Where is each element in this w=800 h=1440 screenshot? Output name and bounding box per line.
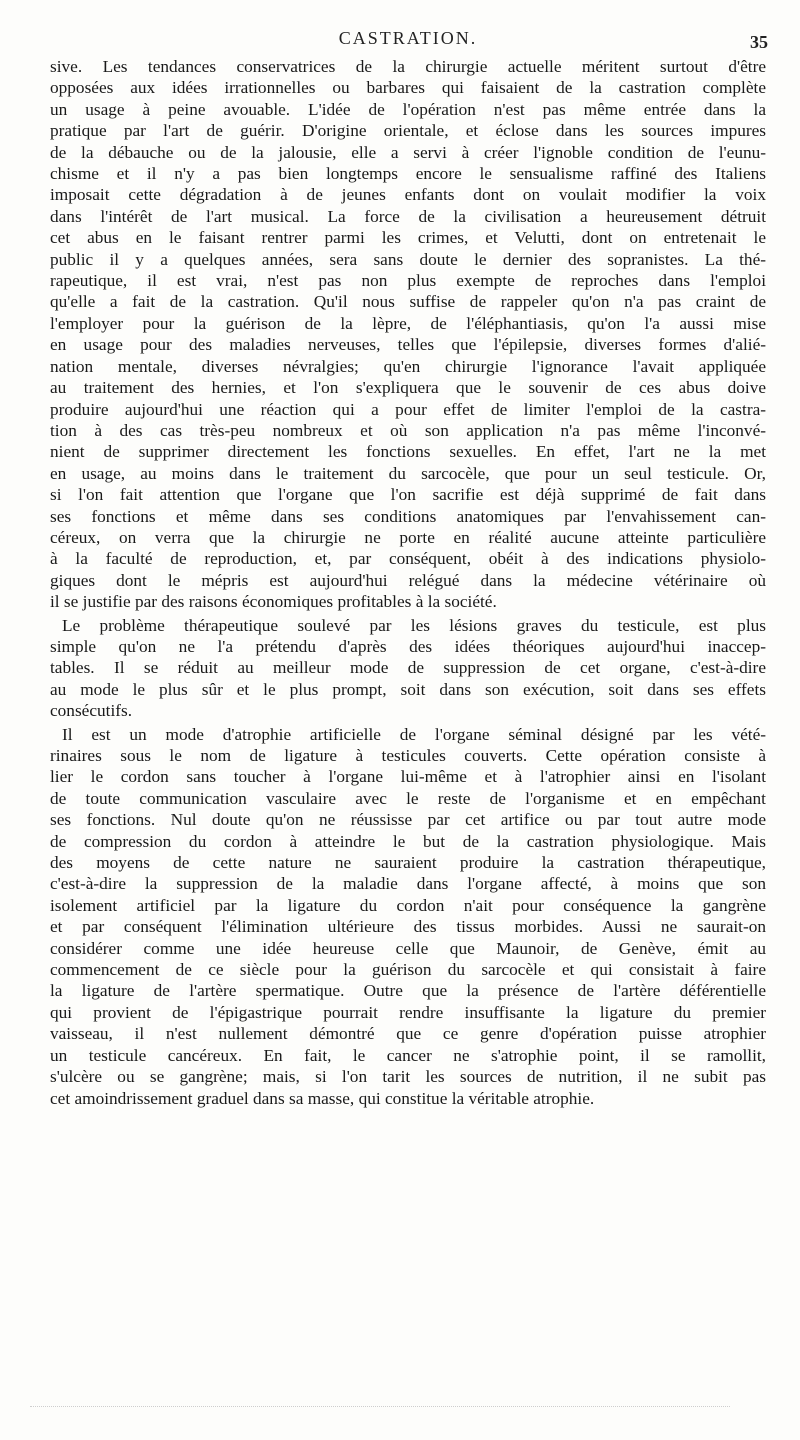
text-line: au mode le plus sûr et le plus prompt, soit dans son exécution, soit dans ses effets xyxy=(50,679,766,699)
text-line: la ligature de l'artère spermatique. Outre que la présence de l'artère déférentielle xyxy=(50,981,766,1001)
text-line: pratique par l'art de guérir. D'origine orientale, et éclose dans les sources impures xyxy=(50,121,766,141)
paragraph-therapeutic-problem xyxy=(50,615,766,722)
text-line: cet abus en le faisant rentrer parmi les crimes, et Velutti, dont on entretenait le xyxy=(50,228,766,248)
text-line: ses fonctions. Nul doute qu'on ne réussisse par cet artifice ou par tout autre mode xyxy=(50,810,766,830)
text-line: de compression du cordon à atteindre le but de la castration physiologique. Mais xyxy=(50,831,766,851)
text-line: lier le cordon sans toucher à l'organe lui-même et à l'atrophier ainsi en l'isolant xyxy=(50,767,766,787)
text-line: tion à des cas très-peu nombreux et où son application n'a pas même l'inconvé- xyxy=(50,420,766,440)
text-line: ses fonctions et même dans ses conditions anatomiques par l'envahissement can- xyxy=(50,506,766,526)
text-line: opposées aux idées irrationnelles ou barbares qui faisaient de la castration complète xyxy=(50,78,766,98)
text-line: commencement de ce siècle pour la guérison du sarcocèle et qui consistait à faire xyxy=(50,960,766,980)
text-line: un usage à peine avouable. L'idée de l'opération n'est pas même entrée dans la xyxy=(50,99,766,119)
text-line: nient de supprimer directement les fonctions sexuelles. En effet, l'art ne la met xyxy=(50,442,766,462)
body-text xyxy=(50,56,766,1109)
text-line: public il y a quelques années, sera sans doute le dernier des sopranistes. La thé- xyxy=(50,249,766,269)
text-line: rapeutique, il est vrai, n'est pas non plus exempte de reproches dans l'emploi xyxy=(50,271,766,291)
text-line: sive. Les tendances conservatrices de la chirurgie actuelle méritent surtout d'être xyxy=(50,57,766,76)
text-line: produire aujourd'hui une réaction qui a pour effet de limiter l'emploi de la castra- xyxy=(50,399,766,419)
text-line: chisme et il n'y a pas bien longtemps encore le sensualisme raffiné des Italiens xyxy=(50,164,766,184)
text-line: en usage, au moins dans le traitement du sarcocèle, que pour un seul testicule. Or, xyxy=(50,463,766,483)
text-line: consécutifs. xyxy=(50,701,133,721)
paragraph-artificial-atrophy xyxy=(50,724,766,1109)
text-line: si l'on fait attention que l'organe que l'on sacrifie est déjà supprimé de fait dans xyxy=(50,485,766,505)
text-line: qu'elle a fait de la castration. Qu'il nous suffise de rappeler qu'on n'a pas craint de xyxy=(50,292,766,312)
text-line: au traitement des hernies, et l'on s'expliquera que le souvenir de ces abus doive xyxy=(50,378,766,398)
text-line: Le problème thérapeutique soulevé par les lésions graves du testicule, est plus xyxy=(62,615,766,635)
text-line: de toute communication vasculaire avec le reste de l'organisme et en empêchant xyxy=(50,788,766,808)
text-line: s'ulcère ou se gangrène; mais, si l'on tarit les sources de nutrition, il ne subit pas xyxy=(50,1067,766,1087)
page-number: 35 xyxy=(750,32,768,52)
paragraph-castration-history xyxy=(50,56,766,613)
text-line: en usage pour des maladies nerveuses, telles que l'épilepsie, diverses formes d'alié- xyxy=(50,335,766,355)
text-line: des moyens de cette nature ne sauraient produire la castration thérapeutique, xyxy=(50,853,766,873)
text-line: à la faculté de reproduction, et, par conséquent, obéit à des indications physiolo- xyxy=(50,549,766,569)
text-line: céreux, on verra que la chirurgie ne porte en réalité aucune atteinte particulière xyxy=(50,527,766,547)
text-line: dans l'intérêt de l'art musical. La force de la civilisation a heureusement détruit xyxy=(50,206,766,226)
text-line: un testicule cancéreux. En fait, le cancer ne s'atrophie point, il se ramollit, xyxy=(50,1045,766,1065)
text-line: isolement artificiel par la ligature du cordon n'ait pour conséquence la gangrène xyxy=(50,895,766,915)
running-head xyxy=(48,28,768,52)
text-line: Il est un mode d'atrophie artificielle de l'organe séminal désigné par les vété- xyxy=(62,724,766,744)
text-line: tables. Il se réduit au meilleur mode de suppression de cet organe, c'est-à-dire xyxy=(50,658,766,678)
text-line: c'est-à-dire la suppression de la maladie dans l'organe affecté, à moins que son xyxy=(50,874,766,894)
text-line: imposait cette dégradation à de jeunes enfants dont on voulait modifier la voix xyxy=(50,185,766,205)
scan-noise-divider xyxy=(30,1406,730,1410)
text-line: de la débauche ou de la jalousie, elle a servi à créer l'ignoble condition de l'eunu- xyxy=(50,142,766,162)
text-line: rinaires sous le nom de ligature à testicules couverts. Cette opération consiste à xyxy=(50,746,766,765)
running-title: CASTRATION. xyxy=(338,28,478,48)
text-line: qui provient de l'épigastrique pourrait rendre insuffisante la ligature du premier xyxy=(50,1002,766,1022)
text-line: giques dont le mépris est aujourd'hui relégué dans la médecine vétérinaire où xyxy=(50,570,766,590)
text-line: il se justifie par des raisons économiques profitables à la société. xyxy=(50,592,497,612)
text-line: nation mentale, diverses névralgies; qu'en chirurgie l'ignorance l'avait appliquée xyxy=(50,356,766,376)
text-line: cet amoindrissement graduel dans sa masse, qui constitue la véritable atrophie. xyxy=(50,1088,595,1108)
text-line: considérer comme une idée heureuse celle que Maunoir, de Genève, émit au xyxy=(50,938,766,958)
text-line: et par conséquent l'élimination ultérieure des tissus morbides. Aussi ne saurait-on xyxy=(50,917,766,937)
text-line: simple qu'on ne l'a prétendu d'après des idées théoriques aujourd'hui inaccep- xyxy=(50,636,766,656)
text-line: vaisseau, il n'est nullement démontré que ce genre d'opération puisse atrophier xyxy=(50,1024,766,1044)
text-line: l'employer pour la guérison de la lèpre, de l'éléphantiasis, qu'on l'a aussi mise xyxy=(50,313,766,333)
